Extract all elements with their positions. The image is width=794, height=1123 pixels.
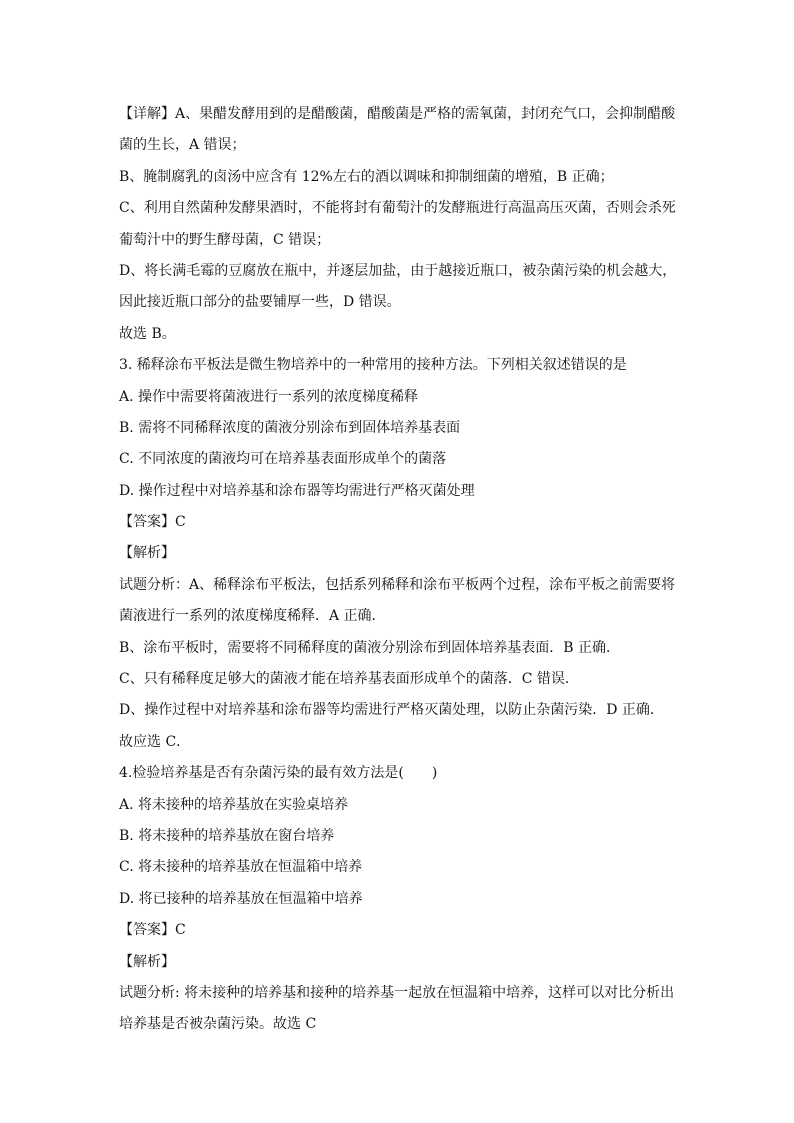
detail-line-b: B、腌制腐乳的卤汤中应含有 12%左右的酒以调味和抑制细菌的增殖，B 正确； [119,168,614,185]
question-4-analysis-heading: 【解析】 [119,953,175,970]
detail-line-d2: 因此接近瓶口部分的盐要铺厚一些，D 错误。 [119,294,401,311]
question-3-option-b: B. 需将不同稀释浓度的菌液分别涂布到固体培养基表面 [119,419,461,436]
question-4-stem: 4.检验培养基是否有杂菌污染的最有效方法是( ) [119,765,438,782]
detail-line-d1: D、将长满毛霉的豆腐放在瓶中，并逐层加盐，由于越接近瓶口，被杂菌污染的机会越大， [119,262,677,279]
question-3-analysis-a1: 试题分析：A、稀释涂布平板法，包括系列稀释和涂布平板两个过程，涂布平板之前需要将 [119,576,676,593]
question-4-option-c: C. 将未接种的培养基放在恒温箱中培养 [119,859,363,876]
question-3-analysis-c: C、只有稀释度足够大的菌液才能在培养基表面形成单个的菌落．C 错误． [119,671,579,688]
conclusion-line: 故选 B。 [119,325,176,342]
question-4-option-b: B. 将未接种的培养基放在窗台培养 [119,827,335,844]
question-3-analysis-heading: 【解析】 [119,545,175,562]
document-body [119,99,679,1041]
question-3-option-d: D. 操作过程中对培养基和涂布器等均需进行严格灭菌处理 [119,482,475,499]
detail-line-c1: C、利用自然菌种发酵果酒时，不能将封有葡萄汁的发酵瓶进行高温高压灭菌，否则会杀死 [119,200,676,217]
detail-line-1: 【详解】A、果醋发酵用到的是醋酸菌，醋酸菌是严格的需氧菌，封闭充气口，会抑制醋酸 [119,106,676,122]
question-3-option-a: A. 操作中需要将菌液进行一系列的浓度梯度稀释 [119,388,419,405]
question-3-answer: 【答案】C [119,514,186,531]
question-3-analysis-d: D、操作过程中对培养基和涂布器等均需进行严格灭菌处理，以防止杂菌污染．D 正确． [119,702,664,719]
question-4-answer: 【答案】C [119,922,186,939]
detail-line-c2: 葡萄汁中的野生酵母菌，C 错误； [119,231,331,248]
question-3-analysis-b: B、涂布平板时，需要将不同稀释度的菌液分别涂布到固体培养基表面．B 正确． [119,639,621,656]
question-3-stem: 3. 稀释涂布平板法是微生物培养中的一种常用的接种方法。下列相关叙述错误的是 [119,357,627,374]
detail-line-2: 菌的生长，A 错误； [119,137,246,154]
question-4-analysis-2: 培养基是否被杂菌污染。故选 C [119,1016,317,1033]
question-4-option-d: D. 将已接种的培养基放在恒温箱中培养 [119,890,363,907]
question-3-analysis-a2: 菌液进行一系列的浓度梯度稀释．A 正确． [119,608,386,625]
question-4-analysis-1: 试题分析: 将未接种的培养基和接种的培养基一起放在恒温箱中培养，这样可以对比分析出 [119,984,675,1001]
question-4-option-a: A. 将未接种的培养基放在实验桌培养 [119,796,349,813]
question-3-conclusion: 故应选 C． [119,733,191,750]
question-3-option-c: C. 不同浓度的菌液均可在培养基表面形成单个的菌落 [119,451,447,468]
